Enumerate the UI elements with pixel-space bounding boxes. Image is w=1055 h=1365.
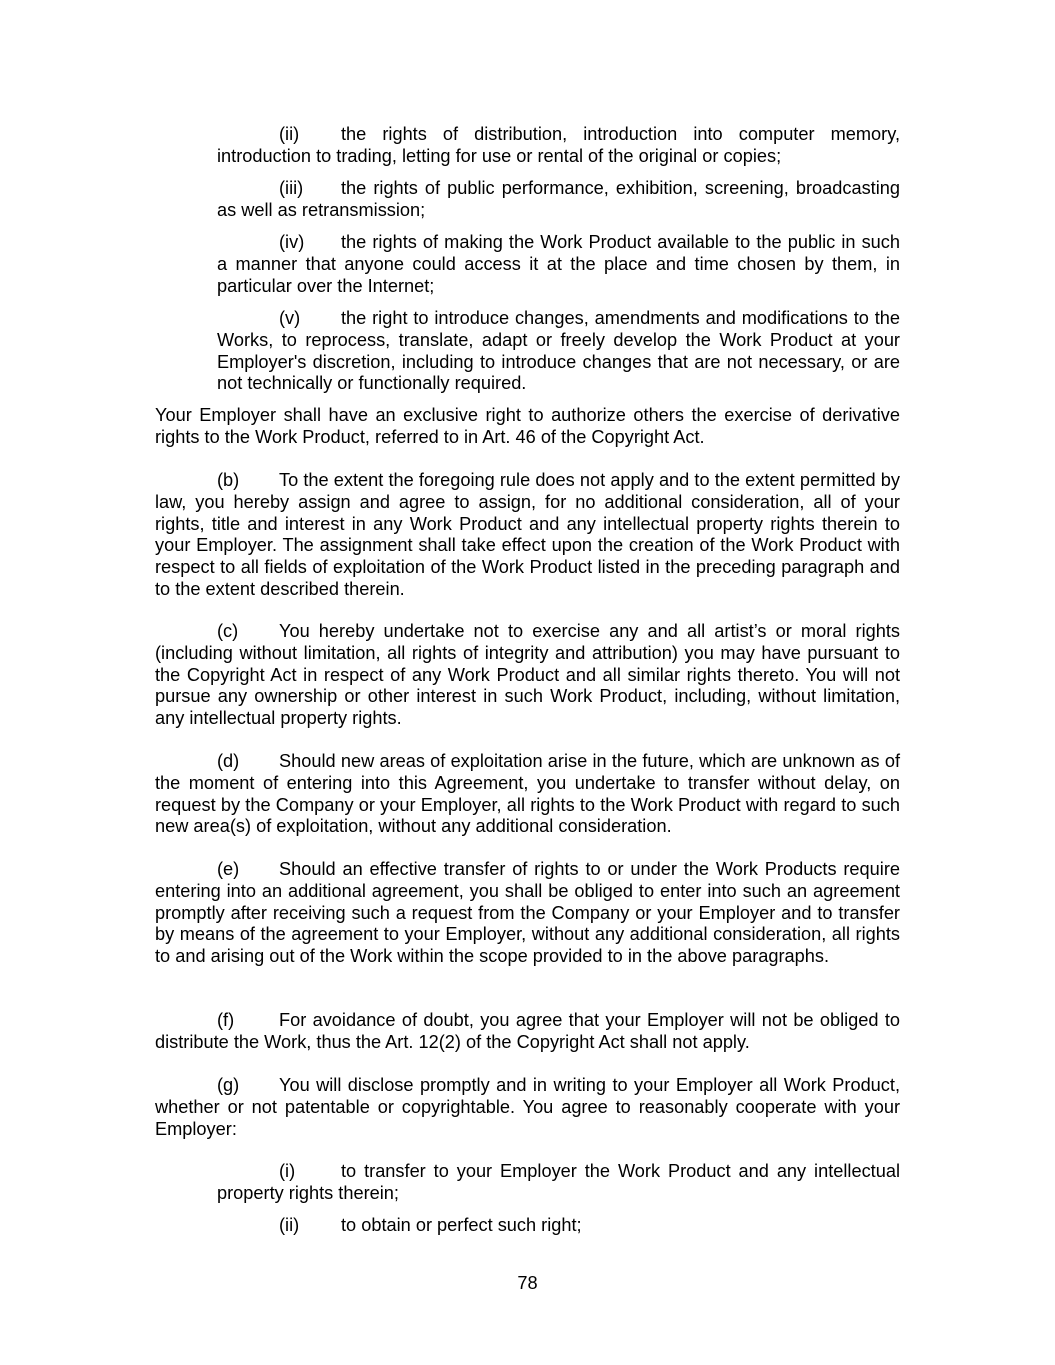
sub-item-text: the rights of making the Work Product available to the public in such a manner that anyone could access it at the place and time chosen by them, in particular over the Internet; [217,232,900,296]
sub-item-text: the rights of public performance, exhibition, screening, broadcasting as well as retransmission; [217,178,900,220]
section-label: (e) [217,859,240,879]
sub-item-text: the right to introduce changes, amendments and modifications to the Works, to reprocess, translate, adapt or freely develop the Work Product at your Employer's discretion, including to introduce changes that are not necessary, or are not technically or functionally required. [217,308,900,394]
sub-item-label: (v) [279,308,301,328]
section-g [155,1075,900,1140]
section-text: For avoidance of doubt, you agree that your Employer will not be obliged to distribute the Work, thus the Art. 12(2) of the Copyright Act shall not apply. [155,1010,900,1052]
page-number: 78 [517,1273,538,1293]
section-label: (b) [217,470,240,490]
section-label: (c) [217,621,239,641]
section-f [155,1010,900,1054]
section-text: To the extent the foregoing rule does not apply and to the extent permitted by law, you hereby assign and agree to assign, for no additional consideration, all of your rights, title and interest in any Work Product and any intellectual property rights therein to your Employer. The assignment shall take effect upon the creation of the Work Product with respect to all fields of exploitation of the Work Product listed in the preceding paragraph and to the extent described therein. [155,470,900,599]
sub-item-iv [217,232,900,297]
section-c [155,621,900,730]
sub-item-text: the rights of distribution, introduction into computer memory, introduction to trading, letting for use or rental of the original or copies; [217,124,900,166]
section-text: You will disclose promptly and in writing to your Employer all Work Product, whether or not patentable or copyrightable. You agree to reasonably cooperate with your Employer: [155,1075,900,1139]
sub-item-label: (i) [279,1161,296,1181]
section-text: You hereby undertake not to exercise any and all artist’s or moral rights (including without limitation, all rights of integrity and attribution) you may have pursuant to the Copyright Act in respect of any Work Product and all similar rights thereto. You will not pursue any ownership or other interest in such Work Product, including, without limitation, any intellectual property rights. [155,621,900,729]
section-b [155,470,900,601]
sub-item-i [217,1161,900,1205]
section-e [155,859,900,968]
section-label: (g) [217,1075,240,1095]
section-label: (d) [217,751,240,771]
section-text: Should new areas of exploitation arise in the future, which are unknown as of the moment of entering into this Agreement, you undertake to transfer without delay, on request by the Company or your Employer, all rights to the Work Product with regard to such new area(s) of exploitation, without any additional consideration. [155,751,900,837]
derivative-rights-paragraph: Your Employer shall have an exclusive right to authorize others the exercise of derivative rights to the Work Product, referred to in Art. 46 of the Copyright Act. [155,405,900,447]
sub-item-label: (iv) [279,232,305,252]
section-d [155,751,900,838]
sub-item-label: (ii) [279,1215,300,1235]
section-label: (f) [217,1010,235,1030]
sub-item-text: to obtain or perfect such right; [341,1215,582,1235]
sub-item-iii [217,178,900,222]
sub-item-ii-second [217,1215,900,1237]
section-text: Should an effective transfer of rights to or under the Work Products require entering into an additional agreement, you shall be obliged to enter into such an agreement promptly after receiving such a request from the Company or your Employer and to transfer by means of the agreement to your Employer, without any additional consideration, all rights to and arising out of the Work within the scope provided to in the above paragraphs. [155,859,900,967]
sub-item-label: (ii) [279,124,300,144]
sub-item-label: (iii) [279,178,304,198]
sub-item-ii [217,124,900,168]
sub-item-text: to transfer to your Employer the Work Product and any intellectual property rights therein; [217,1161,900,1203]
sub-item-v [217,308,900,395]
